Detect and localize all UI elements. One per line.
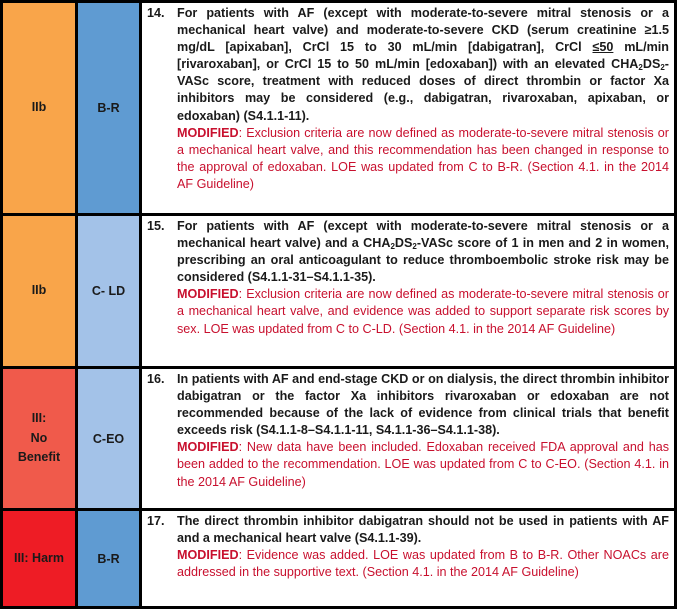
recommendation-cell — [141, 510, 676, 608]
loe-label: B-R — [97, 551, 120, 566]
loe-label: C-EO — [92, 431, 125, 446]
recommendation-number: 14. — [147, 6, 165, 20]
modified-note: MODIFIED: Exclusion criteria are now defined as moderate-to-severe mitral stenosis or a mechanical heart valve, and evidence was added to support separate risk scores by sex. LOE was updated from C to C-LD. (Section 4.1. in the 2014 AF Guideline) — [177, 287, 669, 336]
loe-label: B-R — [97, 101, 120, 115]
cor-label-line: Benefit — [17, 450, 61, 465]
recommendation-text: In patients with AF and end-stage CKD or on dialysis, the direct thrombin inhibitor dabigatran or the factor Xa inhibitors rivaroxaban or edoxaban are not recommended because of the lack of evidence from clinical trials that benefit exceeds risk (S4.1.1-8–S4.1.1-11, S4.1.1-36–S4.1.1-38). — [177, 372, 669, 438]
modified-label: MODIFIED — [177, 287, 239, 302]
cor-label: IIb — [31, 283, 47, 298]
modified-note: MODIFIED: New data have been included. Edoxaban received FDA approval and has been added to the recommendation. LOE was updated from C to C-EO. (Section 4.1. in the 2014 AF Guideline) — [177, 440, 669, 489]
recommendation-number: 16. — [147, 372, 165, 386]
loe-cell — [77, 2, 141, 215]
table-row — [2, 2, 676, 215]
modified-label: MODIFIED — [177, 440, 239, 455]
loe-cell — [77, 368, 141, 510]
cor-label-line: III: — [31, 411, 47, 426]
table-row — [2, 368, 676, 510]
recommendation-text: For patients with AF (except with moderate-to-severe mitral stenosis or a mechanical heart valve) and a $CHA_2DS_2$-VASc score of 1 in men and 2 in women, prescribing an oral anticoagulant to reduce thromboembolic stroke risk may be considered (S4.1.1-31–S4.1.1-35). — [177, 219, 670, 285]
modified-label: MODIFIED — [177, 125, 239, 140]
cor-label: IIb — [31, 100, 47, 115]
recommendation-text: The direct thrombin inhibitor dabigatran should not be used in patients with AF and a mechanical heart valve (S4.1.1-39). — [177, 514, 669, 546]
cor-label: III: Harm — [13, 550, 64, 565]
modified-note: MODIFIED: Evidence was added. LOE was updated from B to B-R. Other NOACs are addressed in the supportive text. (Section 4.1. in the 2014 AF Guideline) — [177, 548, 669, 580]
modified-note: MODIFIED: Exclusion criteria are now defined as moderate-to-severe mitral stenosis or a mechanical heart valve, and this recommendation has been changed in response to the approval of edoxaban. LOE was updated from C to B-R. (Section 4.1. in the 2014 AF Guideline) — [177, 125, 669, 191]
loe-label: C- LD — [91, 284, 126, 298]
cor-cell — [2, 2, 77, 215]
cor-cell — [2, 215, 77, 368]
recommendation-text: For patients with AF (except with moderate-to-severe mitral stenosis or a mechanical heart valve) and moderate-to-severe CKD (serum creatinine ≥1.5 mg/dL [apixaban], CrCl 15 to 30 mL/min [dabigatran], CrCl ≤50 mL/min [rivaroxaban], or CrCl 15 to 50 mL/min [edoxaban]) with an elevated $CHA_2DS_2$-VASc score, treatment with reduced doses of direct thrombin or factor Xa inhibitors may be considered (e.g., dabigatran, rivaroxaban, apixaban, or edoxaban) (S4.1.1-11). — [177, 6, 669, 123]
recommendation-cell — [141, 215, 676, 368]
cor-label-line: No — [30, 430, 48, 445]
cor-cell — [2, 368, 77, 510]
table-row — [2, 510, 676, 608]
modified-label: MODIFIED — [177, 548, 239, 563]
table-row — [2, 215, 676, 368]
cor-cell — [2, 510, 77, 608]
loe-cell — [77, 215, 141, 368]
recommendation-number: 17. — [147, 514, 165, 528]
recommendation-number: 15. — [147, 219, 165, 233]
loe-cell — [77, 510, 141, 608]
recommendation-cell — [141, 368, 676, 510]
recommendation-cell — [141, 2, 676, 215]
